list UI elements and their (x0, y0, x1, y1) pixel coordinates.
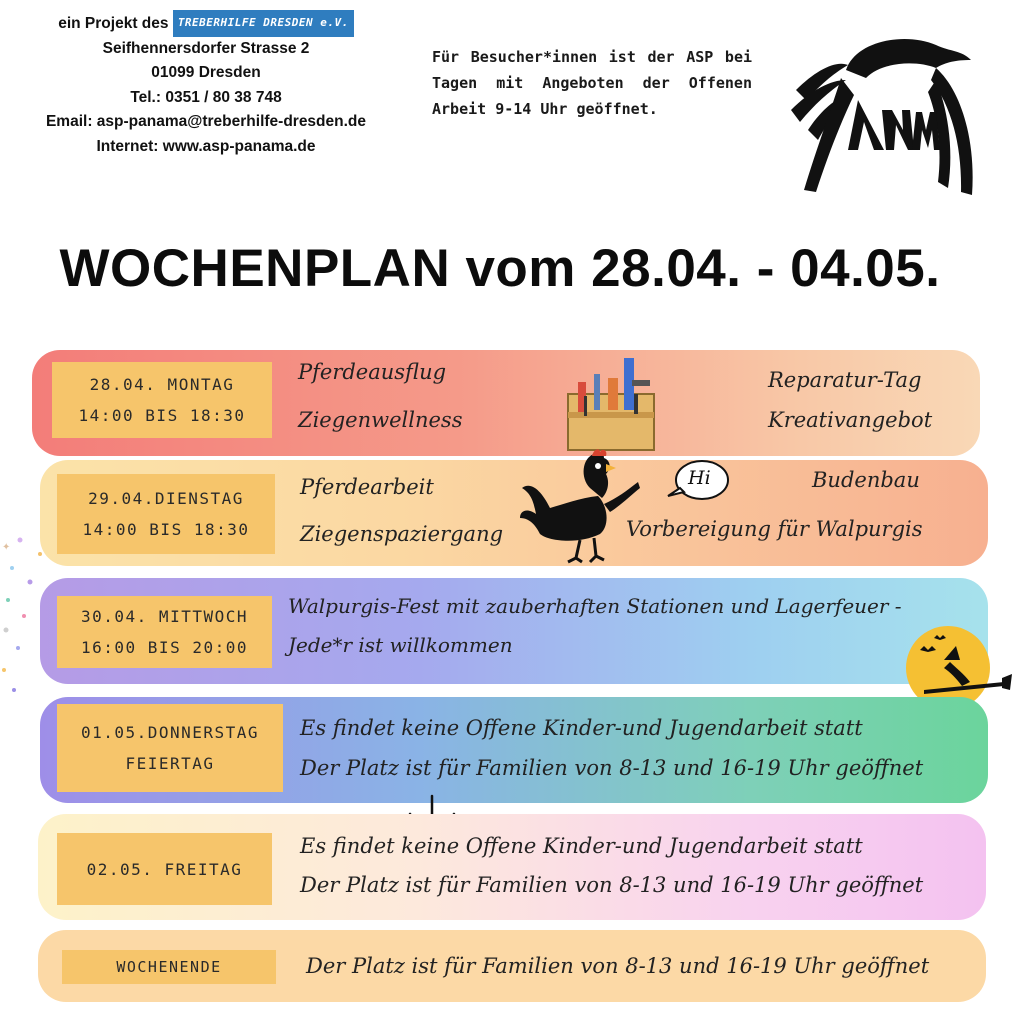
day-label-wednesday (57, 596, 272, 668)
rooster-icon (520, 448, 656, 570)
page-title: WOCHENPLAN vom 28.04. - 04.05. (59, 239, 941, 298)
activity-text: Der Platz ist für Familien von 8-13 und 16-19 Uhr geöffnet (306, 954, 930, 978)
day-date: 01.05.DONNERSTAG (80, 723, 260, 742)
address-city: 01099 Dresden (151, 64, 261, 81)
day-label-friday (57, 833, 272, 905)
svg-text:✦: ✦ (2, 542, 11, 553)
activity-text: Pferdeausflug (298, 360, 447, 384)
activity-text: Vorbereigung für Walpurgis (626, 517, 923, 541)
day-date: 28.04. MONTAG (89, 375, 235, 394)
address-street: Seifhennersdorfer Strasse 2 (102, 39, 310, 57)
speech-bubble-icon (664, 458, 730, 504)
activity-text: Der Platz ist für Familien von 8-13 und 16-19 Uhr geöffnet (300, 756, 924, 780)
activity-text: Ziegenspaziergang (300, 522, 504, 546)
day-label-monday (52, 362, 272, 438)
activity-text: Es findet keine Offene Kinder-und Jugendarbeit statt (300, 716, 863, 740)
day-date: 29.04.DIENSTAG (88, 489, 244, 508)
activity-text: Es findet keine Offene Kinder-und Jugendarbeit statt (300, 834, 863, 858)
website: Internet: www.asp-panama.de (96, 137, 316, 155)
project-prefix: ein Projekt des (58, 15, 169, 32)
day-time: 14:00 BIS 18:30 (78, 406, 246, 425)
activity-text: Walpurgis-Fest mit zauberhaften Stationen und Lagerfeuer - (288, 594, 902, 618)
org-name-badge: TREBERHILFE DRESDEN e.V. (173, 10, 354, 37)
speech-bubble-text: Hi (688, 467, 711, 489)
panama-horse-logo-icon (786, 30, 986, 210)
opening-hours-note: Für Besucher*innen ist der ASP bei Tagen mit Angeboten der Offenen Arbeit 9-14 Uhr geöffnet. (432, 48, 752, 118)
activity-text: Pferdearbeit (300, 475, 434, 499)
activity-text: Kreativangebot (768, 408, 933, 432)
activity-text: Jede*r ist willkommen (288, 633, 513, 657)
activity-text: Der Platz ist für Familien von 8-13 und 16-19 Uhr geöffnet (300, 873, 924, 897)
email-address: Email: asp-panama@treberhilfe-dresden.de (45, 113, 367, 130)
activity-text: Budenbau (812, 468, 920, 492)
day-label-weekend (62, 950, 276, 984)
toolbox-icon (560, 352, 660, 458)
activity-text: Ziegenwellness (298, 408, 463, 432)
day-time: FEIERTAG (125, 754, 215, 773)
phone-number: Tel.: 0351 / 80 38 748 (130, 88, 282, 106)
day-label-tuesday (57, 474, 275, 554)
contact-block (6, 10, 406, 159)
day-time: 16:00 BIS 20:00 (81, 638, 248, 657)
day-time: 14:00 BIS 18:30 (82, 520, 250, 539)
day-label-thursday (57, 704, 283, 792)
day-date: 30.04. MITTWOCH (81, 607, 248, 626)
project-line (6, 10, 406, 37)
day-date: WOCHENENDE (116, 957, 222, 976)
day-date: 02.05. FREITAG (86, 859, 243, 879)
activity-text: Reparatur-Tag (768, 368, 922, 392)
